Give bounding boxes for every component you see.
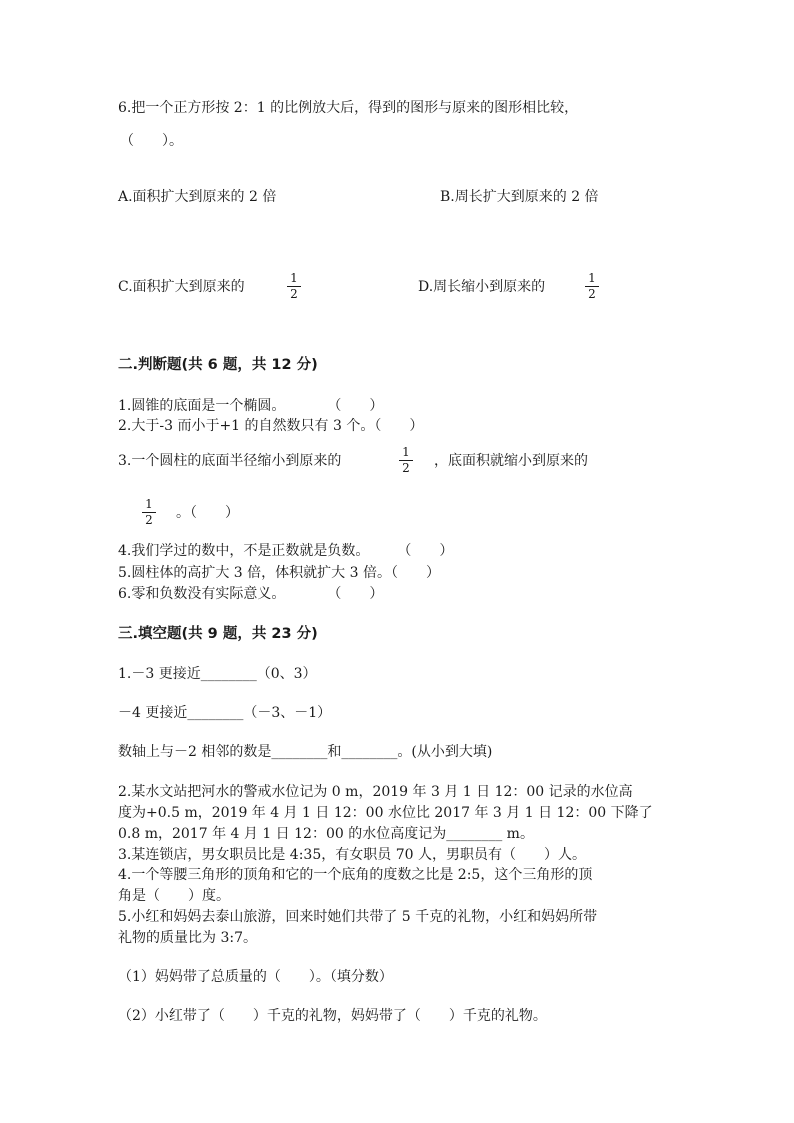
judge-q3-fraction-1: [398, 446, 414, 475]
fill-q1-line1: 1.－3 更接近________（0、3）: [118, 666, 317, 682]
fill-q2-line1: 2.某水文站把河水的警戒水位记为 0 m，2019 年 3 月 1 日 12：00 记录的水位高: [118, 784, 633, 800]
judge-q3-fraction-2: [141, 498, 157, 527]
judge-q3-part2: ，底面积就缩小到原来的: [434, 453, 588, 469]
fraction-denominator: 2: [145, 513, 153, 527]
option-b: B.周长扩大到原来的 2 倍: [440, 189, 599, 205]
section-heading-judge: 二.判断题(共 6 题，共 12 分): [118, 357, 318, 373]
judge-q1: 1.圆锥的底面是一个椭圆。 （ ）: [118, 398, 384, 414]
fill-q4-line2: 角是（ ）度。: [118, 888, 230, 904]
fraction-numerator: 1: [402, 445, 410, 459]
judge-q6: 6.零和负数没有实际意义。 （ ）: [118, 586, 384, 602]
fill-q2-line3: 0.8 m，2017 年 4 月 1 日 12：00 的水位高度记为________ m。: [118, 826, 534, 842]
fill-q1-line2: －4 更接近________（－3、－1）: [118, 705, 332, 721]
mc-q6-answer-blank: （ ）。: [120, 133, 183, 149]
fill-q5-sub2: （2）小红带了（ ）千克的礼物，妈妈带了（ ）千克的礼物。: [118, 1008, 547, 1024]
fill-q3: 3.某连锁店，男女职员比是 4:35，有女职员 70 人，男职员有（ ）人。: [118, 847, 586, 863]
fraction-numerator: 1: [290, 271, 298, 285]
judge-q5: 5.圆柱体的高扩大 3 倍，体积就扩大 3 倍。（ ）: [118, 565, 440, 581]
fraction-numerator: 1: [145, 497, 153, 511]
judge-q2: 2.大于-3 而小于+1 的自然数只有 3 个。（ ）: [118, 418, 424, 434]
fraction-numerator: 1: [588, 271, 596, 285]
option-a: A.面积扩大到原来的 2 倍: [118, 189, 277, 205]
mc-q6-stem: 6.把一个正方形按 2：1 的比例放大后，得到的图形与原来的图形相比较，: [118, 100, 579, 116]
option-c: C.面积扩大到原来的: [118, 279, 245, 295]
option-d: D.周长缩小到原来的: [418, 279, 546, 295]
fill-q5-line2: 礼物的质量比为 3:7。: [118, 930, 257, 946]
option-d-fraction: [584, 272, 600, 301]
option-c-fraction: [286, 272, 302, 301]
fraction-denominator: 2: [290, 287, 298, 301]
fill-q4-line1: 4.一个等腰三角形的顶角和它的一个底角的度数之比是 2:5，这个三角形的顶: [118, 867, 593, 883]
fill-q5-line1: 5.小红和妈妈去泰山旅游，回来时她们共带了 5 千克的礼物，小红和妈妈所带: [118, 909, 598, 925]
fill-q5-sub1: （1）妈妈带了总质量的（ ）。（填分数）: [118, 969, 393, 985]
judge-q3-part1: 3.一个圆柱的底面半径缩小到原来的: [118, 453, 342, 469]
judge-q3-tail: 。（ ）: [176, 505, 239, 521]
section-heading-fill: 三.填空题(共 9 题，共 23 分): [118, 626, 318, 642]
judge-q4: 4.我们学过的数中，不是正数就是负数。 （ ）: [118, 543, 454, 559]
fraction-denominator: 2: [402, 461, 410, 475]
fill-q2-line2: 度为+0.5 m，2019 年 4 月 1 日 12：00 水位比 2017 年 3 月 1 日 12：00 下降了: [118, 805, 653, 821]
fraction-denominator: 2: [588, 287, 596, 301]
fill-q1-line3: 数轴上与－2 相邻的数是________和________。(从小到大填): [118, 744, 493, 760]
